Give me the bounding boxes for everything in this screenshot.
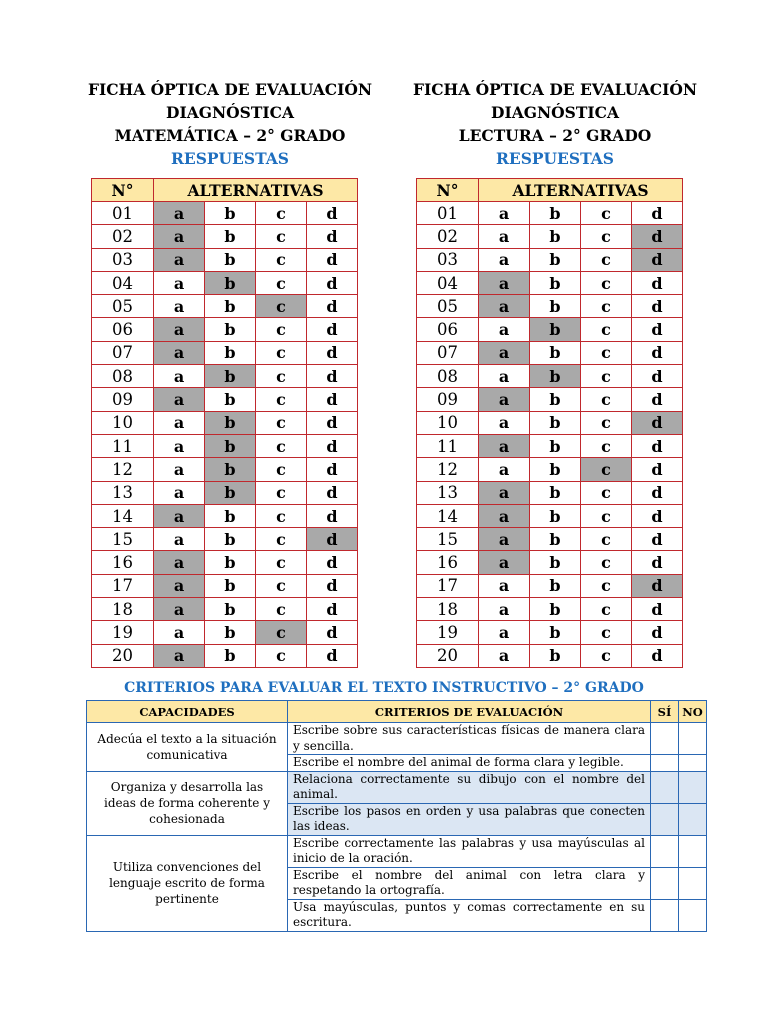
option-d[interactable]: d bbox=[632, 598, 683, 621]
option-c[interactable]: c bbox=[581, 481, 632, 504]
option-a-selected[interactable]: a bbox=[154, 504, 205, 527]
option-b[interactable]: b bbox=[530, 388, 581, 411]
question-number: 20 bbox=[92, 644, 154, 667]
option-a-selected[interactable]: a bbox=[479, 271, 530, 294]
option-b-selected[interactable]: b bbox=[530, 365, 581, 388]
option-a-selected[interactable]: a bbox=[154, 388, 205, 411]
option-c[interactable]: c bbox=[256, 202, 307, 225]
option-b[interactable]: b bbox=[530, 574, 581, 597]
question-number: 04 bbox=[92, 271, 154, 294]
option-b[interactable]: b bbox=[205, 295, 256, 318]
answer-row bbox=[92, 504, 358, 527]
option-c[interactable]: c bbox=[581, 411, 632, 434]
option-c[interactable]: c bbox=[256, 434, 307, 457]
criteria-header-capacities: CAPACIDADES bbox=[87, 701, 288, 723]
answer-row bbox=[92, 202, 358, 225]
check-no-cell[interactable] bbox=[679, 723, 707, 755]
answer-row bbox=[417, 388, 683, 411]
answer-row bbox=[417, 621, 683, 644]
option-b[interactable]: b bbox=[530, 551, 581, 574]
option-d[interactable]: d bbox=[307, 365, 358, 388]
option-b[interactable]: b bbox=[205, 644, 256, 667]
criterion-cell: Usa mayúsculas, puntos y comas correctamente en su escritura. bbox=[288, 899, 651, 931]
option-c[interactable]: c bbox=[581, 202, 632, 225]
check-no-cell[interactable] bbox=[679, 835, 707, 867]
question-number: 02 bbox=[92, 225, 154, 248]
option-d[interactable]: d bbox=[307, 458, 358, 481]
question-number: 19 bbox=[417, 621, 479, 644]
criterion-cell: Escribe correctamente las palabras y usa mayúsculas al inicio de la oración. bbox=[288, 835, 651, 867]
check-yes-cell[interactable] bbox=[651, 803, 679, 835]
criterion-cell: Relaciona correctamente su dibujo con el nombre del animal. bbox=[288, 771, 651, 803]
option-d[interactable]: d bbox=[307, 481, 358, 504]
option-d[interactable]: d bbox=[307, 621, 358, 644]
option-b[interactable]: b bbox=[530, 411, 581, 434]
answer-row bbox=[417, 481, 683, 504]
option-c[interactable]: c bbox=[581, 598, 632, 621]
option-b[interactable]: b bbox=[530, 271, 581, 294]
option-a-selected[interactable]: a bbox=[154, 341, 205, 364]
option-b[interactable]: b bbox=[205, 388, 256, 411]
question-number: 20 bbox=[417, 644, 479, 667]
option-b[interactable]: b bbox=[530, 202, 581, 225]
option-a-selected[interactable]: a bbox=[154, 318, 205, 341]
option-d[interactable]: d bbox=[632, 365, 683, 388]
option-d[interactable]: d bbox=[307, 295, 358, 318]
check-yes-cell[interactable] bbox=[651, 835, 679, 867]
option-b[interactable]: b bbox=[530, 528, 581, 551]
option-d[interactable]: d bbox=[307, 504, 358, 527]
math-col-alternatives: ALTERNATIVAS bbox=[154, 179, 358, 202]
answer-row bbox=[417, 528, 683, 551]
answer-row bbox=[417, 551, 683, 574]
option-b[interactable]: b bbox=[205, 341, 256, 364]
option-b-selected[interactable]: b bbox=[205, 434, 256, 457]
question-number: 08 bbox=[417, 365, 479, 388]
check-no-cell[interactable] bbox=[679, 755, 707, 772]
option-d[interactable]: d bbox=[632, 481, 683, 504]
option-b-selected[interactable]: b bbox=[205, 365, 256, 388]
option-c[interactable]: c bbox=[256, 598, 307, 621]
option-d[interactable]: d bbox=[307, 574, 358, 597]
option-a-selected[interactable]: a bbox=[479, 341, 530, 364]
check-yes-cell[interactable] bbox=[651, 755, 679, 772]
answer-row bbox=[92, 411, 358, 434]
question-number: 13 bbox=[92, 481, 154, 504]
option-d[interactable]: d bbox=[307, 598, 358, 621]
option-b[interactable]: b bbox=[205, 621, 256, 644]
question-number: 01 bbox=[92, 202, 154, 225]
math-sheet-header bbox=[80, 78, 380, 170]
option-a[interactable]: a bbox=[154, 434, 205, 457]
option-b-selected[interactable]: b bbox=[530, 318, 581, 341]
option-d-selected[interactable]: d bbox=[632, 225, 683, 248]
option-c[interactable]: c bbox=[256, 574, 307, 597]
option-b[interactable]: b bbox=[205, 318, 256, 341]
option-b[interactable]: b bbox=[530, 598, 581, 621]
option-c[interactable]: c bbox=[256, 225, 307, 248]
option-b[interactable]: b bbox=[205, 504, 256, 527]
option-c[interactable]: c bbox=[256, 458, 307, 481]
option-c[interactable]: c bbox=[581, 574, 632, 597]
answer-row bbox=[417, 271, 683, 294]
option-d[interactable]: d bbox=[307, 248, 358, 271]
option-c[interactable]: c bbox=[581, 388, 632, 411]
question-number: 11 bbox=[92, 434, 154, 457]
answer-row bbox=[92, 295, 358, 318]
option-c[interactable]: c bbox=[256, 481, 307, 504]
option-d[interactable]: d bbox=[632, 318, 683, 341]
criteria-row bbox=[87, 771, 707, 803]
question-number: 03 bbox=[92, 248, 154, 271]
answer-row bbox=[92, 481, 358, 504]
option-b[interactable]: b bbox=[205, 225, 256, 248]
option-d[interactable]: d bbox=[307, 388, 358, 411]
option-a[interactable]: a bbox=[154, 365, 205, 388]
option-d[interactable]: d bbox=[632, 504, 683, 527]
option-b-selected[interactable]: b bbox=[205, 271, 256, 294]
answer-row bbox=[417, 318, 683, 341]
answer-row bbox=[92, 225, 358, 248]
option-c[interactable]: c bbox=[256, 644, 307, 667]
criteria-header-criteria: CRITERIOS DE EVALUACIÓN bbox=[288, 701, 651, 723]
option-a-selected[interactable]: a bbox=[479, 295, 530, 318]
option-a[interactable]: a bbox=[154, 621, 205, 644]
option-d[interactable]: d bbox=[307, 225, 358, 248]
option-c-selected[interactable]: c bbox=[581, 458, 632, 481]
question-number: 08 bbox=[92, 365, 154, 388]
check-yes-cell[interactable] bbox=[651, 771, 679, 803]
option-b[interactable]: b bbox=[205, 574, 256, 597]
answer-row bbox=[92, 621, 358, 644]
answer-row bbox=[417, 644, 683, 667]
option-c-selected[interactable]: c bbox=[256, 295, 307, 318]
question-number: 09 bbox=[417, 388, 479, 411]
option-c[interactable]: c bbox=[581, 621, 632, 644]
option-a-selected[interactable]: a bbox=[479, 481, 530, 504]
question-number: 17 bbox=[417, 574, 479, 597]
reading-answers-label: RESPUESTAS bbox=[496, 149, 614, 168]
option-b[interactable]: b bbox=[205, 202, 256, 225]
option-c[interactable]: c bbox=[581, 365, 632, 388]
criteria-title: CRITERIOS PARA EVALUAR EL TEXTO INSTRUCTIVO – 2° GRADO bbox=[124, 680, 644, 696]
option-d-selected[interactable]: d bbox=[632, 411, 683, 434]
criterion-cell: Escribe el nombre del animal con letra clara y respetando la ortografía. bbox=[288, 867, 651, 899]
option-a[interactable]: a bbox=[154, 411, 205, 434]
capacity-cell: Utiliza convenciones del lenguaje escrito de forma pertinente bbox=[87, 835, 288, 931]
question-number: 05 bbox=[417, 295, 479, 318]
option-a-selected[interactable]: a bbox=[479, 528, 530, 551]
check-yes-cell[interactable] bbox=[651, 899, 679, 931]
option-b[interactable]: b bbox=[530, 341, 581, 364]
option-d[interactable]: d bbox=[632, 528, 683, 551]
option-b[interactable]: b bbox=[530, 621, 581, 644]
answer-row bbox=[417, 411, 683, 434]
question-number: 18 bbox=[417, 598, 479, 621]
criteria-header-yes: SÍ bbox=[651, 701, 679, 723]
question-number: 11 bbox=[417, 434, 479, 457]
question-number: 18 bbox=[92, 598, 154, 621]
check-no-cell[interactable] bbox=[679, 771, 707, 803]
option-d[interactable]: d bbox=[307, 434, 358, 457]
option-b[interactable]: b bbox=[205, 598, 256, 621]
answer-row bbox=[92, 271, 358, 294]
option-c[interactable]: c bbox=[581, 551, 632, 574]
option-d[interactable]: d bbox=[307, 341, 358, 364]
question-number: 15 bbox=[417, 528, 479, 551]
check-no-cell[interactable] bbox=[679, 803, 707, 835]
option-b[interactable]: b bbox=[530, 248, 581, 271]
option-d[interactable]: d bbox=[632, 271, 683, 294]
criteria-row bbox=[87, 723, 707, 755]
answer-row bbox=[92, 598, 358, 621]
answer-row bbox=[92, 574, 358, 597]
option-d[interactable]: d bbox=[307, 644, 358, 667]
question-number: 13 bbox=[417, 481, 479, 504]
math-answers-label: RESPUESTAS bbox=[171, 149, 289, 168]
option-d[interactable]: d bbox=[307, 271, 358, 294]
option-b[interactable]: b bbox=[530, 295, 581, 318]
option-a[interactable]: a bbox=[479, 225, 530, 248]
option-a[interactable]: a bbox=[479, 318, 530, 341]
option-a-selected[interactable]: a bbox=[154, 202, 205, 225]
reading-col-alternatives: ALTERNATIVAS bbox=[479, 179, 683, 202]
option-a-selected[interactable]: a bbox=[154, 644, 205, 667]
option-a-selected[interactable]: a bbox=[154, 574, 205, 597]
question-number: 16 bbox=[92, 551, 154, 574]
answer-row bbox=[92, 365, 358, 388]
option-c-selected[interactable]: c bbox=[256, 621, 307, 644]
option-a[interactable]: a bbox=[479, 621, 530, 644]
capacity-cell: Adecúa el texto a la situación comunicativa bbox=[87, 723, 288, 772]
question-number: 06 bbox=[92, 318, 154, 341]
option-b-selected[interactable]: b bbox=[205, 458, 256, 481]
check-no-cell[interactable] bbox=[679, 899, 707, 931]
reading-title-line1: FICHA ÓPTICA DE EVALUACIÓN bbox=[412, 80, 698, 99]
reading-title-line2: DIAGNÓSTICA bbox=[491, 103, 619, 122]
criteria-table bbox=[86, 700, 707, 932]
option-a[interactable]: a bbox=[479, 574, 530, 597]
question-number: 09 bbox=[92, 388, 154, 411]
option-a-selected[interactable]: a bbox=[154, 225, 205, 248]
option-d[interactable]: d bbox=[632, 295, 683, 318]
question-number: 10 bbox=[417, 411, 479, 434]
option-c[interactable]: c bbox=[256, 365, 307, 388]
option-c[interactable]: c bbox=[256, 411, 307, 434]
option-c[interactable]: c bbox=[581, 341, 632, 364]
question-number: 05 bbox=[92, 295, 154, 318]
answer-row bbox=[92, 341, 358, 364]
option-a-selected[interactable]: a bbox=[154, 598, 205, 621]
option-c[interactable]: c bbox=[256, 318, 307, 341]
option-d[interactable]: d bbox=[632, 388, 683, 411]
question-number: 10 bbox=[92, 411, 154, 434]
option-b[interactable]: b bbox=[205, 528, 256, 551]
question-number: 17 bbox=[92, 574, 154, 597]
option-b[interactable]: b bbox=[530, 504, 581, 527]
capacity-cell: Organiza y desarrolla las ideas de forma coherente y cohesionada bbox=[87, 771, 288, 835]
option-a[interactable]: a bbox=[479, 598, 530, 621]
option-a-selected[interactable]: a bbox=[479, 551, 530, 574]
answer-row bbox=[417, 574, 683, 597]
option-b[interactable]: b bbox=[530, 434, 581, 457]
option-b[interactable]: b bbox=[530, 644, 581, 667]
option-c[interactable]: c bbox=[256, 528, 307, 551]
option-a[interactable]: a bbox=[154, 271, 205, 294]
option-c[interactable]: c bbox=[581, 248, 632, 271]
answer-row bbox=[417, 202, 683, 225]
option-b[interactable]: b bbox=[530, 225, 581, 248]
check-yes-cell[interactable] bbox=[651, 867, 679, 899]
option-c[interactable]: c bbox=[581, 434, 632, 457]
option-a-selected[interactable]: a bbox=[479, 434, 530, 457]
option-c[interactable]: c bbox=[581, 318, 632, 341]
answer-row bbox=[92, 528, 358, 551]
criteria-row bbox=[87, 835, 707, 867]
answer-row bbox=[92, 318, 358, 341]
option-d[interactable]: d bbox=[307, 551, 358, 574]
option-c[interactable]: c bbox=[256, 248, 307, 271]
option-b[interactable]: b bbox=[530, 458, 581, 481]
option-c[interactable]: c bbox=[256, 341, 307, 364]
option-d-selected[interactable]: d bbox=[632, 574, 683, 597]
question-number: 06 bbox=[417, 318, 479, 341]
question-number: 12 bbox=[92, 458, 154, 481]
answer-row bbox=[417, 365, 683, 388]
check-yes-cell[interactable] bbox=[651, 723, 679, 755]
question-number: 16 bbox=[417, 551, 479, 574]
answer-row bbox=[417, 248, 683, 271]
option-c[interactable]: c bbox=[256, 271, 307, 294]
option-a-selected[interactable]: a bbox=[154, 551, 205, 574]
answer-row bbox=[92, 434, 358, 457]
reading-col-number: N° bbox=[417, 179, 479, 202]
option-a[interactable]: a bbox=[479, 644, 530, 667]
reading-answer-table bbox=[416, 178, 683, 668]
option-c[interactable]: c bbox=[256, 504, 307, 527]
question-number: 19 bbox=[92, 621, 154, 644]
option-b-selected[interactable]: b bbox=[205, 411, 256, 434]
option-a-selected[interactable]: a bbox=[154, 248, 205, 271]
option-d[interactable]: d bbox=[632, 551, 683, 574]
option-c[interactable]: c bbox=[581, 504, 632, 527]
option-a-selected[interactable]: a bbox=[479, 388, 530, 411]
question-number: 07 bbox=[417, 341, 479, 364]
math-subject: MATEMÁTICA – 2° GRADO bbox=[114, 126, 346, 145]
option-c[interactable]: c bbox=[581, 644, 632, 667]
option-a[interactable]: a bbox=[154, 481, 205, 504]
option-d[interactable]: d bbox=[632, 434, 683, 457]
option-c[interactable]: c bbox=[256, 388, 307, 411]
option-b[interactable]: b bbox=[530, 481, 581, 504]
option-d-selected[interactable]: d bbox=[307, 528, 358, 551]
option-a[interactable]: a bbox=[154, 528, 205, 551]
option-a[interactable]: a bbox=[479, 248, 530, 271]
option-c[interactable]: c bbox=[581, 271, 632, 294]
answer-row bbox=[92, 551, 358, 574]
option-d-selected[interactable]: d bbox=[632, 248, 683, 271]
answer-row bbox=[417, 295, 683, 318]
reading-subject: LECTURA – 2° GRADO bbox=[458, 126, 652, 145]
option-d[interactable]: d bbox=[307, 202, 358, 225]
option-d[interactable]: d bbox=[307, 411, 358, 434]
answer-row bbox=[417, 504, 683, 527]
question-number: 07 bbox=[92, 341, 154, 364]
option-d[interactable]: d bbox=[632, 341, 683, 364]
option-d[interactable]: d bbox=[632, 644, 683, 667]
criterion-cell: Escribe el nombre del animal de forma clara y legible. bbox=[288, 755, 651, 772]
option-a-selected[interactable]: a bbox=[479, 504, 530, 527]
option-b-selected[interactable]: b bbox=[205, 481, 256, 504]
answer-row bbox=[417, 341, 683, 364]
option-b[interactable]: b bbox=[205, 551, 256, 574]
criterion-cell: Escribe sobre sus características físicas de manera clara y sencilla. bbox=[288, 723, 651, 755]
option-c[interactable]: c bbox=[581, 225, 632, 248]
option-a[interactable]: a bbox=[154, 295, 205, 318]
question-number: 14 bbox=[92, 504, 154, 527]
question-number: 01 bbox=[417, 202, 479, 225]
option-c[interactable]: c bbox=[256, 551, 307, 574]
math-col-number: N° bbox=[92, 179, 154, 202]
math-title-line2: DIAGNÓSTICA bbox=[166, 103, 294, 122]
option-d[interactable]: d bbox=[632, 458, 683, 481]
question-number: 02 bbox=[417, 225, 479, 248]
math-answer-table bbox=[91, 178, 358, 668]
option-d[interactable]: d bbox=[632, 621, 683, 644]
option-a[interactable]: a bbox=[479, 411, 530, 434]
answer-row bbox=[92, 644, 358, 667]
question-number: 03 bbox=[417, 248, 479, 271]
option-a[interactable]: a bbox=[479, 202, 530, 225]
option-d[interactable]: d bbox=[632, 202, 683, 225]
answer-row bbox=[92, 458, 358, 481]
option-d[interactable]: d bbox=[307, 318, 358, 341]
reading-sheet-header bbox=[405, 78, 705, 170]
option-b[interactable]: b bbox=[205, 248, 256, 271]
answer-row bbox=[92, 388, 358, 411]
option-a[interactable]: a bbox=[154, 458, 205, 481]
criterion-cell: Escribe los pasos en orden y usa palabras que conecten las ideas. bbox=[288, 803, 651, 835]
answer-row bbox=[417, 434, 683, 457]
option-a[interactable]: a bbox=[479, 458, 530, 481]
answer-row bbox=[417, 598, 683, 621]
question-number: 12 bbox=[417, 458, 479, 481]
answer-row bbox=[92, 248, 358, 271]
criteria-header-no: NO bbox=[679, 701, 707, 723]
math-title-line1: FICHA ÓPTICA DE EVALUACIÓN bbox=[87, 80, 373, 99]
option-c[interactable]: c bbox=[581, 295, 632, 318]
answer-row bbox=[417, 225, 683, 248]
check-no-cell[interactable] bbox=[679, 867, 707, 899]
question-number: 15 bbox=[92, 528, 154, 551]
option-a[interactable]: a bbox=[479, 365, 530, 388]
answer-row bbox=[417, 458, 683, 481]
question-number: 04 bbox=[417, 271, 479, 294]
question-number: 14 bbox=[417, 504, 479, 527]
option-c[interactable]: c bbox=[581, 528, 632, 551]
